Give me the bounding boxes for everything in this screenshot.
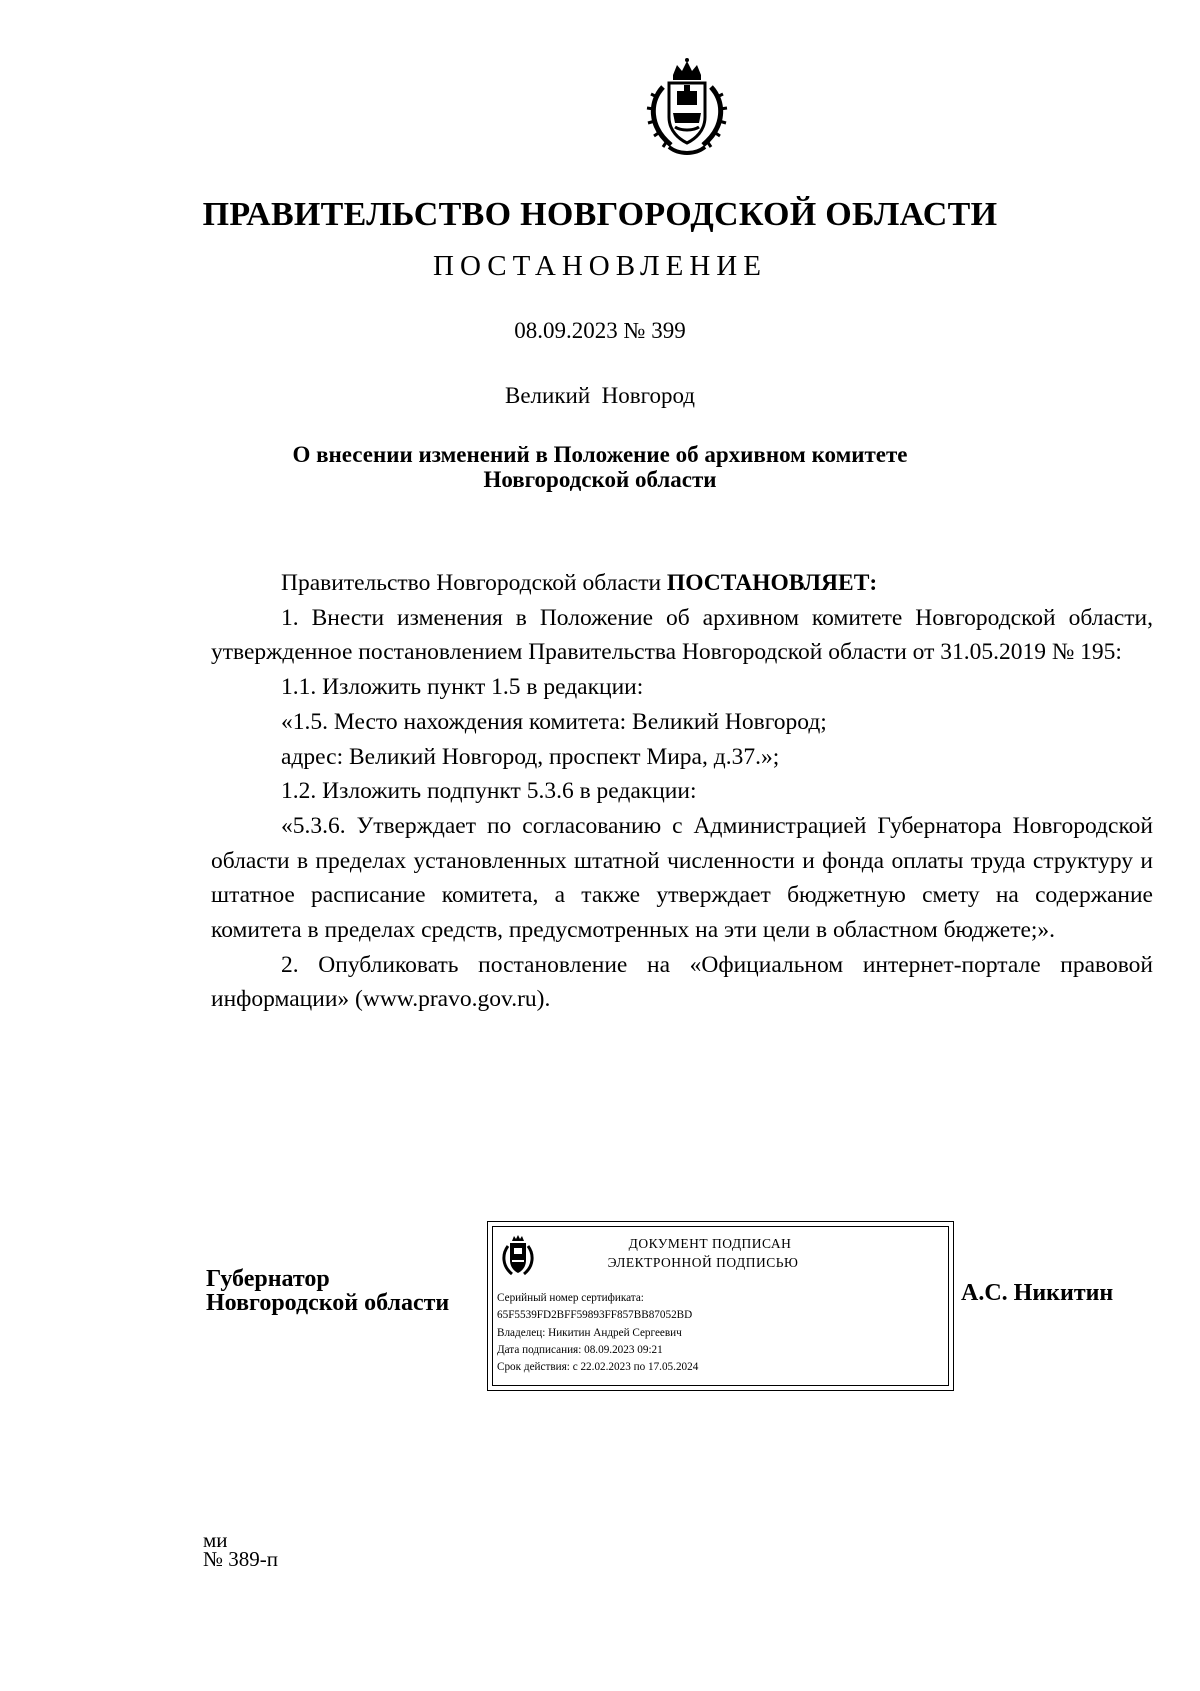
paragraph-2: 2. Опубликовать постановление на «Официальном интернет-портале правовой информации» (www.pravo.gov.ru).	[211, 951, 1153, 1013]
document-body	[211, 566, 1153, 1017]
signatory-position	[206, 1267, 449, 1315]
subject-line-1: О внесении изменений в Положение об архивном комитете	[292, 442, 908, 467]
position-line-2: Новгородской области	[206, 1290, 450, 1316]
stamp-cert-label: Серийный номер сертификата:	[497, 1292, 644, 1304]
date-and-number: 08.09.2023 № 399	[514, 318, 686, 343]
intro-paragraph	[211, 566, 1153, 601]
document-type: ПОСТАНОВЛЕНИЕ	[433, 250, 767, 282]
signer-name: А.С. Никитин	[961, 1280, 1114, 1306]
subject-line-2: Новгородской области	[483, 467, 717, 492]
paragraph-1-2-quote: «5.3.6. Утверждает по согласованию с Администрацией Губернатора Новгородской области в пределах установленных штатной численности и фонда оплаты труда структуру и штатное расписание комитета, а также утверждает бюджетную смету на содержание комитета в пределах средств, предусмотренных на эти цели в областном бюджете;».	[211, 812, 1153, 944]
paragraph-1-1-quote-1: «1.5. Место нахождения комитета: Великий Новгород;	[281, 708, 827, 735]
coat-of-arms-emblem	[643, 57, 731, 157]
document-subject	[0, 442, 1200, 492]
paragraph-1-2: 1.2. Изложить подпункт 5.3.6 в редакции:	[281, 778, 697, 805]
footer-initials: ми	[203, 1528, 228, 1552]
city: Великий Новгород	[505, 383, 695, 408]
intro-resolves: ПОСТАНОВЛЯЕТ:	[666, 570, 878, 596]
paragraph-1-1-quote-2: адрес: Великий Новгород, проспект Мира, д.37.»;	[281, 743, 780, 770]
intro-text: Правительство Новгородской области	[281, 570, 667, 596]
stamp-heading-2: ЭЛЕКТРОННОЙ ПОДПИСЬЮ	[607, 1255, 799, 1270]
stamp-coat-of-arms-icon	[500, 1234, 536, 1278]
stamp-cert-number: 65F5539FD2BFF59893FF857BB87052BD	[497, 1309, 693, 1321]
stamp-heading-1: ДОКУМЕНТ ПОДПИСАН	[628, 1236, 792, 1251]
stamp-validity: Срок действия: с 22.02.2023 по 17.05.2024	[497, 1361, 699, 1373]
paragraph-1-1: 1.1. Изложить пункт 1.5 в редакции:	[281, 674, 644, 701]
stamp-signed-date: Дата подписания: 08.09.2023 09:21	[497, 1344, 663, 1356]
footer-reference	[203, 1528, 279, 1571]
stamp-owner: Владелец: Никитин Андрей Сергеевич	[497, 1327, 682, 1339]
paragraph-1: 1. Внести изменения в Положение об архивном комитете Новгородской области, утвержденное постановлением Правительства Новгородской области от 31.05.2019 № 195:	[211, 604, 1153, 666]
government-title: ПРАВИТЕЛЬСТВО НОВГОРОДСКОЙ ОБЛАСТИ	[202, 196, 998, 233]
footer-ref-number: № 389-п	[203, 1547, 279, 1571]
position-line-1: Губернатор	[206, 1266, 330, 1292]
electronic-signature-stamp	[487, 1221, 954, 1391]
